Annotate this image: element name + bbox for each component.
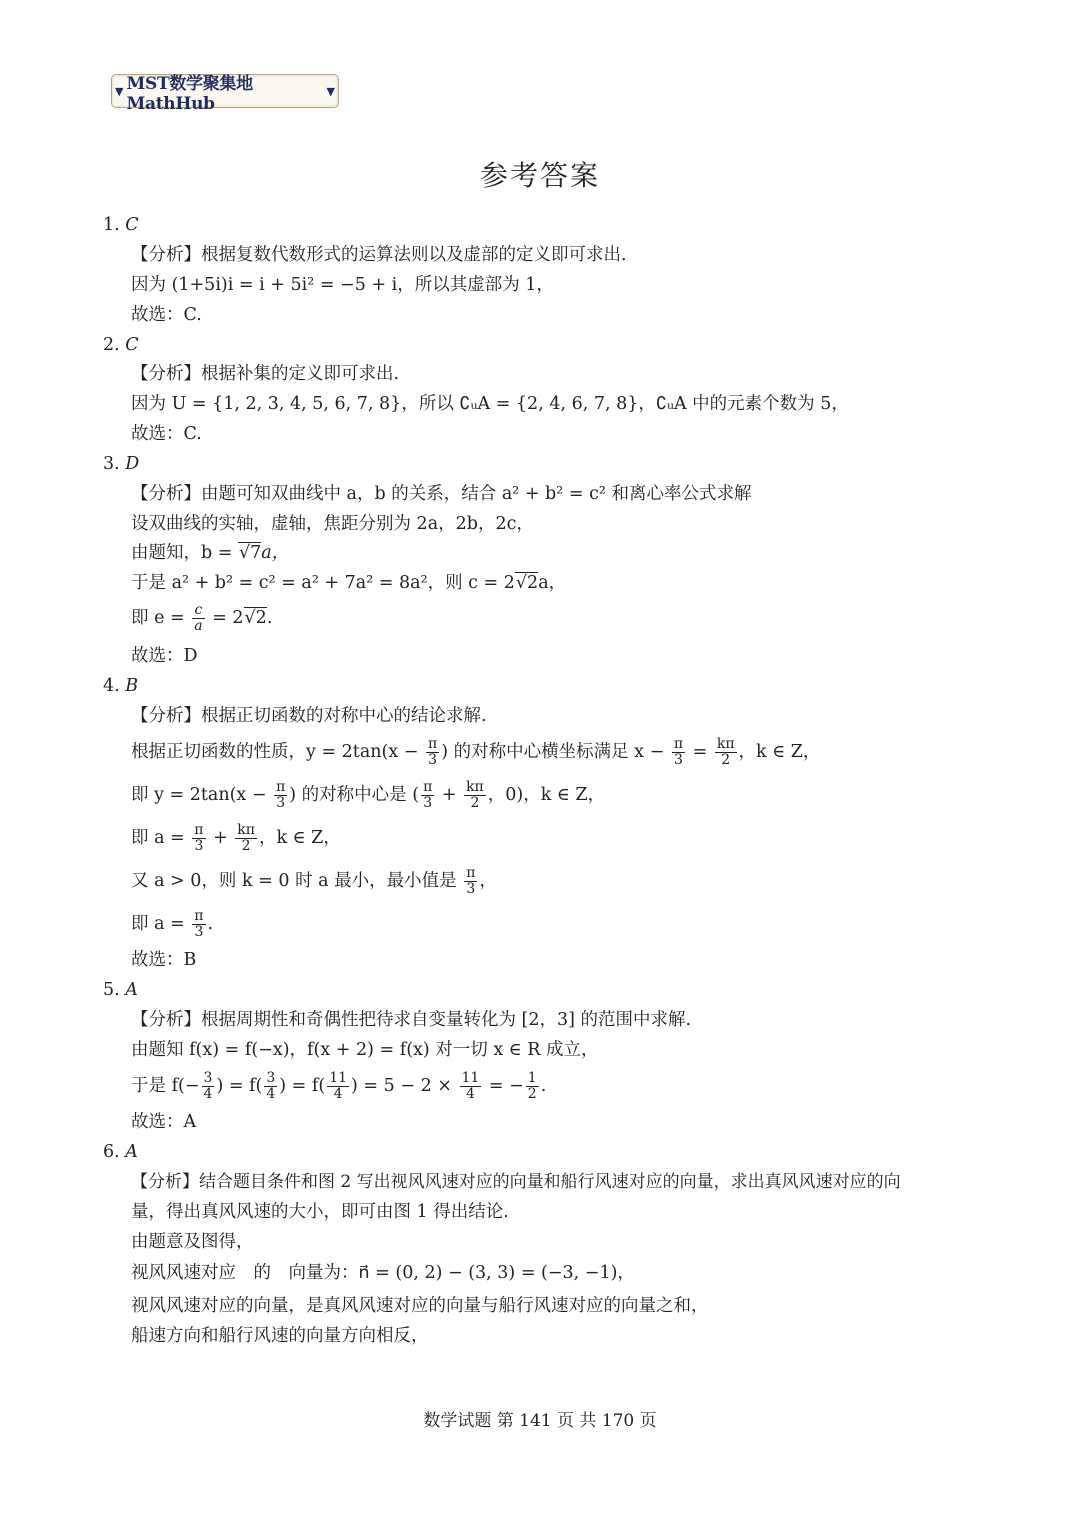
q4-answer: B — [125, 676, 139, 696]
fraction: $\frac{k\pi}{2}$ — [466, 779, 484, 811]
fraction: $\frac{k\pi}{2}$ — [237, 822, 255, 854]
q2-answer: C — [125, 335, 139, 355]
page-title: 参考答案 — [479, 159, 600, 192]
q6-line-3: 由题意及图得， — [131, 1232, 254, 1252]
fraction: $\frac{\pi}{3}$ — [466, 865, 476, 897]
q6-analysis: 【分析】结合题目条件和图 2 写出视风风速对应的向量和船行风速对应的向量，求出真风风速对应的向 — [131, 1172, 901, 1192]
fraction: $\frac{11}{4}$ — [329, 1070, 348, 1102]
q1-analysis: 【分析】根据复数代数形式的运算法则以及虚部的定义即可求出. — [131, 245, 627, 265]
logo-text: MST数学聚集地MathHub — [126, 73, 253, 114]
fraction: $\frac{\pi}{3}$ — [194, 822, 204, 854]
q4-line-5: 又 a > 0，则 k = 0 时 a 最小，最小值是 $\frac{\pi}{3}$ ， — [131, 865, 497, 897]
q6-answer: A — [125, 1142, 138, 1162]
page-footer: 数学试题 第 141 页 共 170 页 — [423, 1411, 657, 1431]
q4-line-3: 即 y = 2tan(x − $\frac{\pi}{3}$ ) 的对称中心是 ( $\frac{\pi}{3}$ + $\frac{k\pi}{2}$ ，0)，k ∈ Z， — [131, 779, 606, 811]
q1-choice: 故选：C. — [131, 305, 202, 325]
fraction: $\frac{3}{4}$ — [266, 1070, 276, 1102]
q3-line-3: 由题知，b = √7a， — [131, 543, 290, 563]
fraction: $\frac{\pi}{3}$ — [194, 908, 204, 940]
q2-number: 2. C — [103, 335, 139, 355]
logo-badge — [111, 73, 339, 114]
fraction: $\frac{3}{4}$ — [203, 1070, 213, 1102]
fraction: $\frac{c}{a}$ — [194, 602, 203, 634]
q5-choice: 故选：A — [131, 1112, 197, 1132]
q3-choice: 故选：D — [131, 646, 198, 666]
q3-number: 3. D — [103, 454, 140, 474]
q5-answer: A — [125, 980, 138, 1000]
q2-analysis: 【分析】根据补集的定义即可求出. — [131, 364, 400, 384]
q3-line-5: 即 e = $\frac{c}{a}$ = 2√2. — [131, 602, 273, 634]
q1-number: 1. C — [103, 215, 139, 235]
q6-number: 6. A — [103, 1142, 138, 1162]
q3-line-2: 设双曲线的实轴，虚轴，焦距分别为 2a，2b，2c， — [131, 514, 534, 534]
q4-analysis: 【分析】根据正切函数的对称中心的结论求解. — [131, 706, 487, 726]
q5-number: 5. A — [103, 980, 138, 1000]
fraction: $\frac{\pi}{3}$ — [423, 779, 433, 811]
q4-line-4: 即 a = $\frac{\pi}{3}$ + $\frac{k\pi}{2}$ ，k ∈ Z， — [131, 822, 341, 854]
fraction: $\frac{\pi}{3}$ — [428, 736, 438, 768]
logo-triangle-right-icon: ▼ — [326, 84, 335, 98]
q4-number: 4. B — [103, 676, 139, 696]
fraction: $\frac{11}{4}$ — [461, 1070, 480, 1102]
q2-line-2: 因为 U = {1, 2, 3, 4, 5, 6, 7, 8}，所以 ∁ᵤA = {2, 4, 6, 7, 8}，∁ᵤA 中的元素个数为 5， — [131, 394, 849, 414]
fraction: $\frac{k\pi}{2}$ — [716, 736, 735, 768]
logo-triangle-left-icon: ▼ — [115, 84, 124, 98]
q6-line-5: 视风风速对应的向量，是真风风速对应的向量与船行风速对应的向量之和， — [131, 1296, 709, 1316]
q5-line-3: 于是 f(− $\frac{3}{4}$ ) = f( $\frac{3}{4}$ ) = f( $\frac{11}{4}$ ) = 5 − 2 × $\frac{11}{4}$ = − $\frac{1}{2}$ . — [131, 1070, 547, 1102]
q5-line-2: 由题知 f(x) = f(−x)，f(x + 2) = f(x) 对一切 x ∈ R 成立， — [131, 1040, 599, 1060]
q3-analysis: 【分析】由题可知双曲线中 a，b 的关系，结合 a² + b² = c² 和离心率公式求解 — [131, 484, 752, 504]
fraction: $\frac{1}{2}$ — [527, 1070, 537, 1102]
q5-analysis: 【分析】根据周期性和奇偶性把待求自变量转化为 [2，3] 的范围中求解. — [131, 1010, 692, 1030]
fraction: $\frac{\pi}{3}$ — [276, 779, 286, 811]
q2-choice: 故选：C. — [131, 424, 202, 444]
q3-answer: D — [125, 454, 140, 474]
q6-line-2: 量，得出真风风速的大小，即可由图 1 得出结论. — [131, 1202, 509, 1222]
q1-answer: C — [125, 215, 139, 235]
q6-line-6: 船速方向和船行风速的向量方向相反， — [131, 1326, 429, 1346]
q6-line-4: 视风风速对应 的 向量为：n⃗ = (0, 2) − (3, 3) = (−3, −1)， — [131, 1263, 635, 1283]
q3-line-4: 于是 a² + b² = c² = a² + 7a² = 8a²，则 c = 2√2a， — [131, 573, 567, 593]
q4-choice: 故选：B — [131, 950, 197, 970]
q4-line-2: 根据正切函数的性质，y = 2tan(x − $\frac{\pi}{3}$ ) 的对称中心横坐标满足 x − $\frac{\pi}{3}$ = $\frac{k\pi}{2}$ ，k ∈ Z， — [131, 736, 821, 768]
fraction: $\frac{\pi}{3}$ — [673, 736, 684, 768]
q1-line-2: 因为 (1+5i)i = i + 5i² = −5 + i，所以其虚部为 1， — [131, 275, 554, 295]
q4-line-6: 即 a = $\frac{\pi}{3}$ . — [131, 908, 214, 940]
